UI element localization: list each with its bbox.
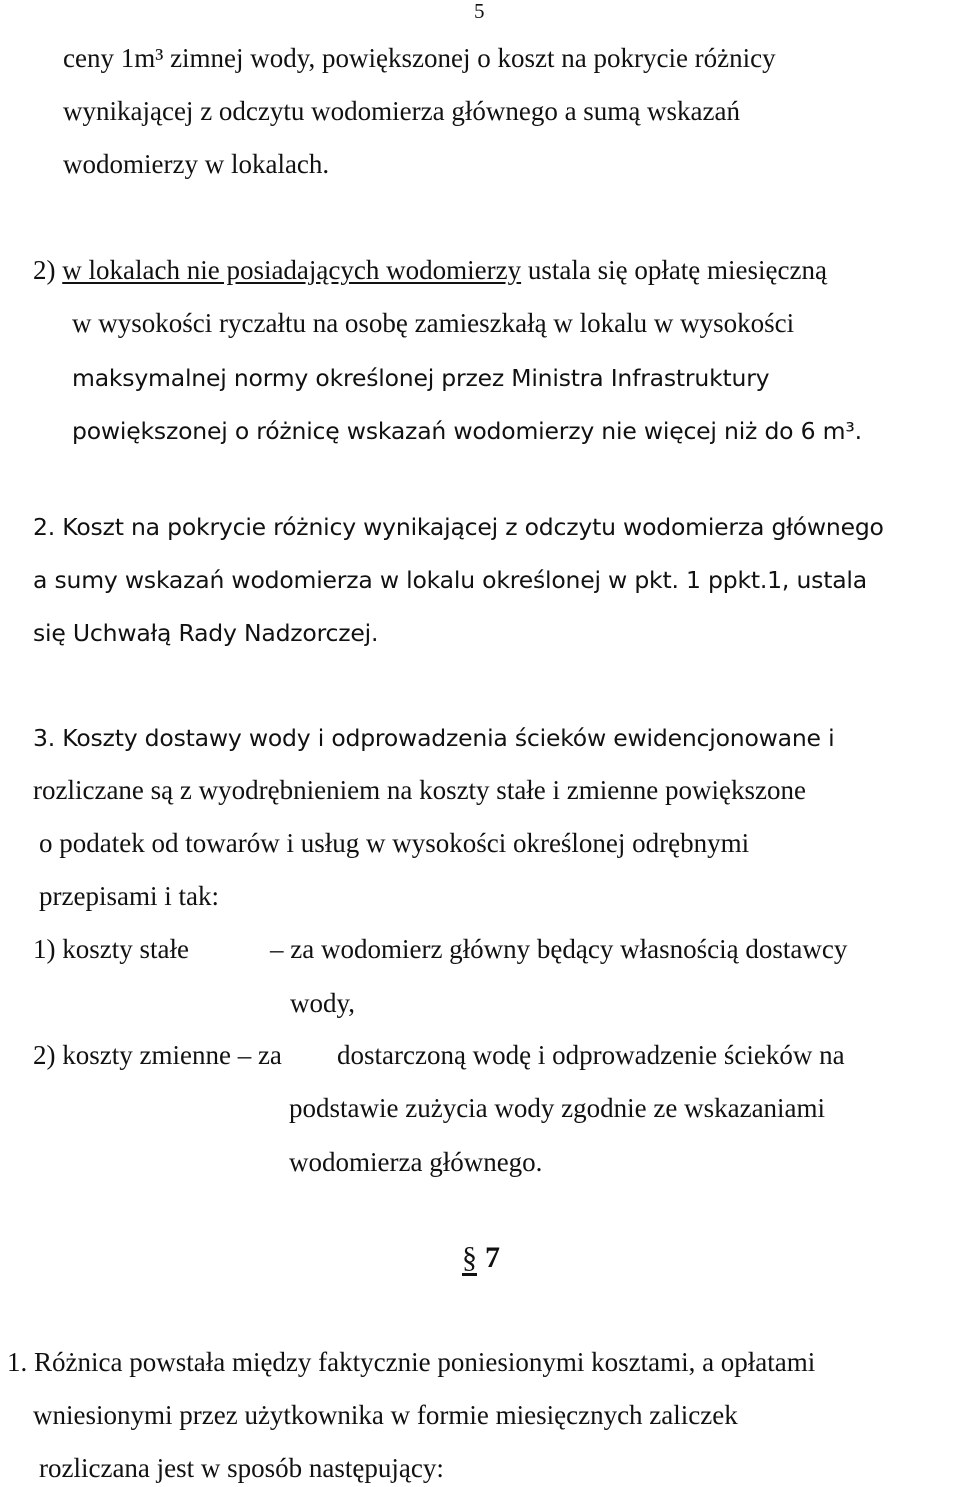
variable-costs-label: 2) koszty zmienne – za — [33, 1040, 282, 1070]
continuation-line-2: wynikającej z odczytu wodomierza głównego a sumą wskazań — [63, 96, 741, 126]
item2-line-3: maksymalnej normy określonej przez Ministra Infrastruktury — [72, 364, 770, 392]
para2-line-1: 2. Koszt na pokrycie różnicy wynikającej z odczytu wodomierza głównego — [33, 513, 884, 541]
fixed-costs-text-2: wody, — [290, 988, 355, 1018]
para2-line-2: a sumy wskazań wodomierza w lokalu określonej w pkt. 1 ppkt.1, ustala — [33, 566, 867, 594]
section-symbol: § — [462, 1241, 477, 1274]
item2-line-4: powiększonej o różnicę wskazań wodomierzy nie więcej niż do 6 m³. — [72, 417, 862, 445]
item2-rest: ustala się opłatę miesięczną — [521, 255, 827, 285]
para3-line-3: o podatek od towarów i usług w wysokości określonej odrębnymi — [39, 828, 750, 858]
variable-costs-text-3: wodomierza głównego. — [289, 1147, 543, 1177]
variable-costs-text: dostarczoną wodę i odprowadzenie ścieków na — [337, 1040, 845, 1070]
section-heading — [462, 1238, 500, 1278]
para3-line-2: rozliczane są z wyodrębnieniem na koszty stałe i zmienne powiększone — [33, 775, 806, 805]
fixed-costs-text: – za wodomierz główny będący własnością dostawcy — [270, 934, 848, 964]
variable-costs-text-2: podstawie zużycia wody zgodnie ze wskazaniami — [289, 1093, 826, 1123]
para7-1-line-1: 1. Różnica powstała między faktycznie poniesionymi kosztami, a opłatami — [7, 1347, 816, 1377]
para2-line-3: się Uchwałą Rady Nadzorczej. — [33, 619, 379, 647]
continuation-line-1: ceny 1m³ zimnej wody, powiększonej o koszt na pokrycie różnicy — [63, 43, 776, 73]
item2-line-1 — [33, 254, 827, 286]
page-number: 5 — [474, 0, 485, 23]
fixed-costs-label: 1) koszty stałe — [33, 934, 189, 964]
item2-prefix: 2) — [33, 255, 63, 285]
para3-line-4: przepisami i tak: — [39, 881, 219, 911]
para3-line-1: 3. Koszty dostawy wody i odprowadzenia ścieków ewidencjonowane i — [33, 724, 835, 752]
item2-underlined-text: w lokalach nie posiadających wodomierzy — [62, 255, 522, 285]
para7-1-line-2: wniesionymi przez użytkownika w formie miesięcznych zaliczek — [33, 1400, 738, 1430]
continuation-line-3: wodomierzy w lokalach. — [63, 149, 330, 179]
para7-1-line-3: rozliczana jest w sposób następujący: — [39, 1453, 444, 1483]
section-number: 7 — [485, 1241, 500, 1274]
item2-line-2: w wysokości ryczałtu na osobę zamieszkałą w lokalu w wysokości — [72, 308, 795, 338]
